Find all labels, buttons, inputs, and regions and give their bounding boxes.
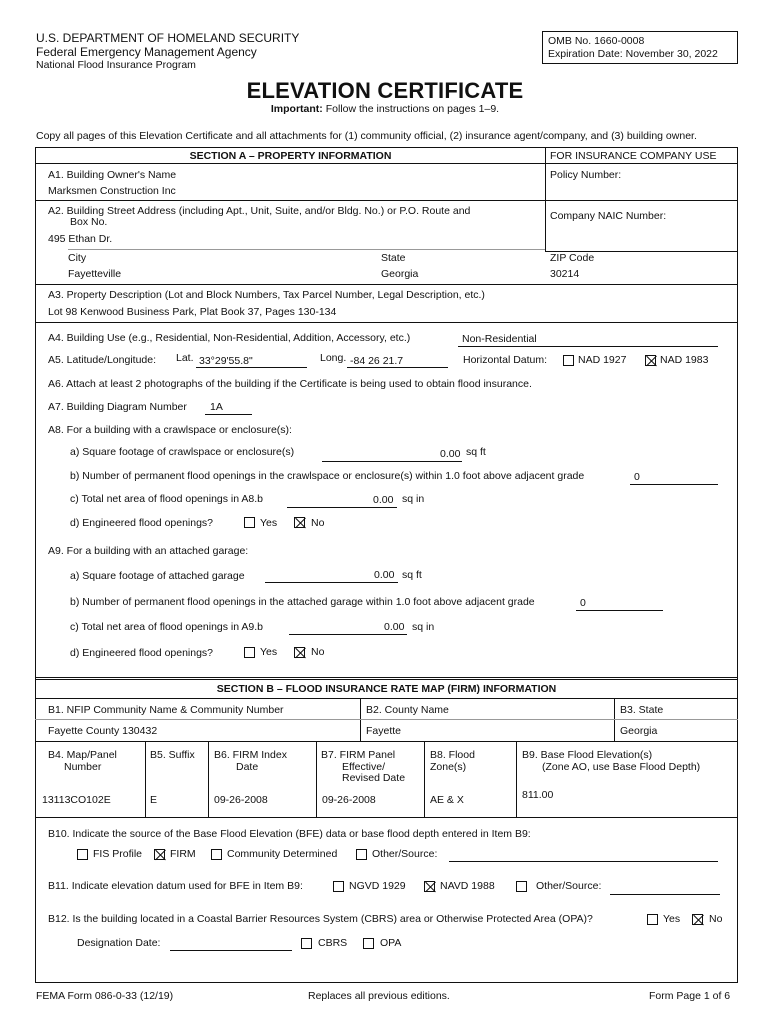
b4-label: B4. Map/Panel xyxy=(48,749,117,761)
b12-no-label: No xyxy=(709,913,723,925)
a9b-label: b) Number of permanent flood openings in the attached garage within 1.0 foot above adjacent grade xyxy=(70,596,535,608)
nad1927-label: NAD 1927 xyxy=(578,354,627,366)
ngvd1929-label: NGVD 1929 xyxy=(349,880,406,892)
a6-text: A6. Attach at least 2 photographs of the building if the Certificate is being used to obtain flood insurance. xyxy=(48,378,532,390)
b12-yes-label: Yes xyxy=(663,913,681,925)
city-value[interactable]: Fayetteville xyxy=(68,268,122,280)
a9c-unit: sq in xyxy=(412,621,435,633)
section-a-title: SECTION A – PROPERTY INFORMATION xyxy=(189,150,392,162)
a8d-yes-checkbox[interactable] xyxy=(244,517,255,528)
a9a-unit: sq ft xyxy=(402,569,422,581)
a7-value[interactable]: 1A xyxy=(210,401,223,413)
policy-number-label: Policy Number: xyxy=(550,169,622,181)
nad1983-checkbox[interactable] xyxy=(645,355,656,366)
a1-label: A1. Building Owner's Name xyxy=(48,169,177,181)
a8c-label: c) Total net area of flood openings in A8.b xyxy=(70,493,264,505)
form-number: FEMA Form 086-0-33 (12/19) xyxy=(36,990,174,1002)
b5-value[interactable]: E xyxy=(150,794,158,806)
b1-label: B1. NFIP Community Name & Community Number xyxy=(48,704,284,716)
b11-other-label: Other/Source: xyxy=(536,880,602,892)
a1-value[interactable]: Marksmen Construction Inc xyxy=(48,185,176,197)
department-name: U.S. DEPARTMENT OF HOMELAND SECURITY xyxy=(36,31,300,45)
navd1988-label: NAVD 1988 xyxy=(440,880,495,892)
firm-checkbox[interactable] xyxy=(154,849,165,860)
a8c-unit: sq in xyxy=(402,493,425,505)
b2-label: B2. County Name xyxy=(366,704,449,716)
a9a-value[interactable]: 0.00 xyxy=(374,569,395,581)
fis-profile-checkbox[interactable] xyxy=(77,849,88,860)
other-source-input[interactable] xyxy=(449,861,718,862)
program-name: National Flood Insurance Program xyxy=(36,59,196,71)
b3-value[interactable]: Georgia xyxy=(620,725,658,737)
a8b-value[interactable]: 0 xyxy=(634,471,640,483)
page-number: Form Page 1 of 6 xyxy=(649,990,731,1002)
a8d-yes-label: Yes xyxy=(260,517,278,529)
b11-label: B11. Indicate elevation datum used for BFE in Item B9: xyxy=(48,880,303,892)
b3-label: B3. State xyxy=(620,704,664,716)
important-text: Follow the instructions on pages 1–9. xyxy=(322,103,500,115)
other-source-checkbox[interactable] xyxy=(356,849,367,860)
state-value[interactable]: Georgia xyxy=(381,268,419,280)
b11-other-checkbox[interactable] xyxy=(516,881,527,892)
replaces-note: Replaces all previous editions. xyxy=(308,990,450,1002)
a9d-label: d) Engineered flood openings? xyxy=(70,647,214,659)
designation-date-label: Designation Date: xyxy=(77,937,161,949)
lat-label: Lat. xyxy=(176,352,194,364)
a9c-value[interactable]: 0.00 xyxy=(384,621,405,633)
opa-label: OPA xyxy=(380,937,402,949)
section-b-title: SECTION B – FLOOD INSURANCE RATE MAP (FIRM) INFORMATION xyxy=(216,683,557,695)
ngvd1929-checkbox[interactable] xyxy=(333,881,344,892)
b10-label: B10. Indicate the source of the Base Flood Elevation (BFE) data or base flood depth entered in Item B9: xyxy=(48,828,531,840)
omb-box xyxy=(542,31,738,64)
a9c-label: c) Total net area of flood openings in A9.b xyxy=(70,621,264,633)
form-title: ELEVATION CERTIFICATE xyxy=(246,78,524,103)
b12-no-checkbox[interactable] xyxy=(692,914,703,925)
a9d-no-checkbox[interactable] xyxy=(294,647,305,658)
b6-value[interactable]: 09-26-2008 xyxy=(214,794,268,806)
nad1927-checkbox[interactable] xyxy=(563,355,574,366)
b5-label: B5. Suffix xyxy=(150,749,195,761)
a3-value[interactable]: Lot 98 Kenwood Business Park, Plat Book 37, Pages 130-134 xyxy=(48,306,337,318)
naic-label: Company NAIC Number: xyxy=(550,210,667,222)
b8-value[interactable]: AE & X xyxy=(430,794,464,806)
a8a-label: a) Square footage of crawlspace or enclosure(s) xyxy=(70,446,295,458)
b4-label-cont: Number xyxy=(64,761,102,773)
nad1983-label: NAD 1983 xyxy=(660,354,709,366)
a4-label: A4. Building Use (e.g., Residential, Non-Residential, Addition, Accessory, etc.) xyxy=(48,332,411,344)
firm-label: FIRM xyxy=(170,848,196,860)
b8-label-cont: Zone(s) xyxy=(430,761,467,773)
a5-label: A5. Latitude/Longitude: xyxy=(48,354,157,366)
opa-checkbox[interactable] xyxy=(363,938,374,949)
city-label: City xyxy=(68,252,87,264)
a9-label: A9. For a building with an attached garage: xyxy=(48,545,249,557)
cbrs-label: CBRS xyxy=(318,937,348,949)
a8d-no-label: No xyxy=(311,517,325,529)
a9d-yes-checkbox[interactable] xyxy=(244,647,255,658)
b7-label-cont2: Revised Date xyxy=(342,772,406,784)
a8d-no-checkbox[interactable] xyxy=(294,517,305,528)
agency-name: Federal Emergency Management Agency xyxy=(36,45,257,59)
cbrs-checkbox[interactable] xyxy=(301,938,312,949)
a4-value[interactable]: Non-Residential xyxy=(462,333,537,345)
community-determined-label: Community Determined xyxy=(227,848,338,860)
a9a-label: a) Square footage of attached garage xyxy=(70,570,245,582)
long-value[interactable]: -84 26 21.7 xyxy=(350,355,404,367)
a9d-no-label: No xyxy=(311,646,325,658)
a2-value[interactable]: 495 Ethan Dr. xyxy=(48,233,113,245)
a9d-yes-label: Yes xyxy=(260,646,278,658)
copy-instruction: Copy all pages of this Elevation Certificate and all attachments for (1) community official, (2) insurance agent/company, and (3) building owner. xyxy=(36,130,697,142)
a2-label: A2. Building Street Address (including Apt., Unit, Suite, and/or Bldg. No.) or P.O. Route and xyxy=(48,205,471,217)
long-label: Long. xyxy=(320,352,347,364)
b6-label-cont: Date xyxy=(236,761,259,773)
a9b-value[interactable]: 0 xyxy=(580,597,586,609)
omb-number: OMB No. 1660-0008 xyxy=(548,35,645,47)
other-source-label: Other/Source: xyxy=(372,848,438,860)
b12-yes-checkbox[interactable] xyxy=(647,914,658,925)
a8-label: A8. For a building with a crawlspace or enclosure(s): xyxy=(48,424,292,436)
a8a-value[interactable]: 0.00 xyxy=(440,448,461,460)
important-note xyxy=(0,103,770,115)
b6-label: B6. FIRM Index xyxy=(214,749,287,761)
a8d-label: d) Engineered flood openings? xyxy=(70,517,214,529)
b4-value[interactable]: 13113CO102E xyxy=(42,794,111,806)
b11-other-input[interactable] xyxy=(610,894,720,895)
b9-value[interactable]: 811.00 xyxy=(522,789,554,801)
b8-label: B8. Flood xyxy=(430,749,475,761)
state-label: State xyxy=(381,252,406,264)
a3-label: A3. Property Description (Lot and Block Numbers, Tax Parcel Number, Legal Description, etc.) xyxy=(48,289,485,301)
fis-profile-label: FIS Profile xyxy=(93,848,143,860)
important-label: Important: xyxy=(270,103,323,115)
navd1988-checkbox[interactable] xyxy=(424,881,435,892)
designation-date-input[interactable] xyxy=(170,950,292,951)
b7-label: B7. FIRM Panel xyxy=(321,749,396,761)
a8c-value[interactable]: 0.00 xyxy=(373,494,394,506)
b2-value[interactable]: Fayette xyxy=(366,725,402,737)
zip-label: ZIP Code xyxy=(550,252,595,264)
a7-label: A7. Building Diagram Number xyxy=(48,401,187,413)
a2-label-cont: Box No. xyxy=(70,216,108,228)
expiration-date: Expiration Date: November 30, 2022 xyxy=(548,48,718,60)
a8b-label: b) Number of permanent flood openings in the crawlspace or enclosure(s) within 1.0 foot above adjacent grade xyxy=(70,470,585,482)
insurance-use-label: FOR INSURANCE COMPANY USE xyxy=(550,150,717,162)
community-determined-checkbox[interactable] xyxy=(211,849,222,860)
b9-label: B9. Base Flood Elevation(s) xyxy=(522,749,653,761)
b12-label: B12. Is the building located in a Coastal Barrier Resources System (CBRS) area or Otherwise Protected Area (OPA)? xyxy=(48,913,593,925)
b1-value[interactable]: Fayette County 130432 xyxy=(48,725,158,737)
a8a-unit: sq ft xyxy=(466,446,486,458)
zip-value[interactable]: 30214 xyxy=(550,268,580,280)
b9-label-cont: (Zone AO, use Base Flood Depth) xyxy=(542,761,701,773)
horizontal-datum-label: Horizontal Datum: xyxy=(463,354,548,366)
lat-value[interactable]: 33°29'55.8" xyxy=(199,355,253,367)
b7-label-cont: Effective/ xyxy=(342,761,385,773)
b7-value[interactable]: 09-26-2008 xyxy=(322,794,376,806)
